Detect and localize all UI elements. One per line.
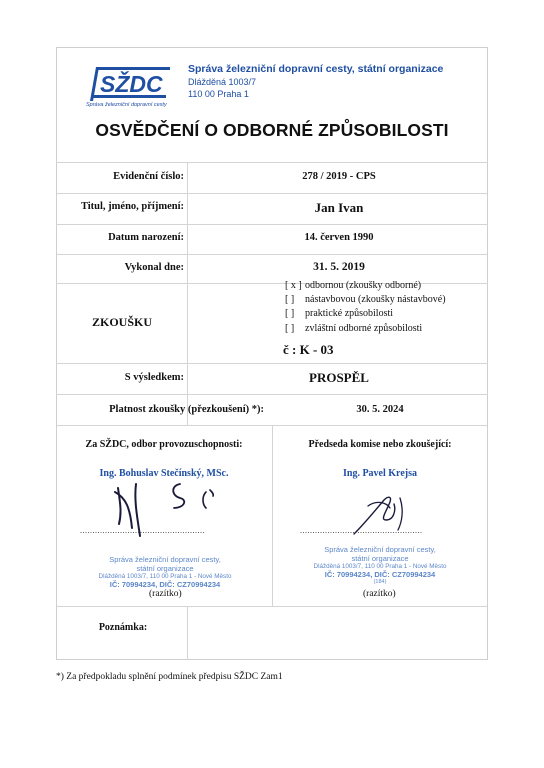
vysledek-value: PROSPĚL	[309, 370, 369, 385]
organization-block	[188, 63, 443, 99]
narozeni-value: 14. červen 1990	[304, 232, 374, 243]
column-divider	[272, 425, 273, 606]
right-stamp-caption: (razítko)	[363, 589, 396, 599]
stamp-line: Dlážděná 1003/7, 110 00 Praha 1 - Nové Město	[98, 573, 232, 580]
stamp-line: státní organizace	[136, 564, 194, 573]
zkousku-label: ZKOUŠKU	[91, 315, 152, 329]
divider	[56, 224, 488, 225]
option-odborna[interactable]	[285, 279, 446, 293]
poznamka-label: Poznámka:	[98, 622, 148, 633]
stamp-line: státní organizace	[351, 554, 409, 563]
divider	[56, 162, 488, 163]
divider	[56, 606, 488, 607]
stamp-line: IČ: 70994234, DIČ: CZ70994234	[109, 580, 221, 589]
option-text: zvláštní odborné způsobilosti	[305, 322, 423, 334]
option-text: odbornou (zkoušky odborné)	[305, 280, 422, 291]
footnote: *) Za předpokladu splnění podmínek předpisu SŽDC Zam1	[56, 672, 283, 682]
divider	[56, 394, 488, 395]
option-text: praktické způsobilosti	[305, 308, 394, 320]
jmeno-label: Titul, jméno, příjmení:	[80, 201, 184, 212]
platnost-label: Platnost zkoušky (přezkoušení) *):	[109, 404, 264, 415]
org-address-1: Dlážděná 1003/7	[188, 77, 257, 87]
stamp-line: Správa železniční dopravní cesty,	[324, 545, 436, 554]
left-stamp-caption: (razítko)	[149, 589, 182, 599]
option-text: nástavbovou (zkoušky nástavbové)	[305, 294, 446, 306]
org-name: Správa železniční dopravní cesty, státní organizace	[188, 63, 444, 75]
left-signature-line: ..................................................	[80, 526, 205, 535]
right-signature-line: .................................................	[300, 526, 423, 535]
divider	[56, 363, 488, 364]
option-nastavbova[interactable]	[285, 293, 446, 307]
option-zvlastni[interactable]	[285, 322, 446, 336]
exam-type-options	[285, 279, 446, 336]
option-checkbox: [ ]	[285, 294, 295, 306]
option-prakticka[interactable]	[285, 307, 446, 321]
stamp-line: Správa železniční dopravní cesty,	[109, 555, 221, 564]
vysledek-label: S výsledkem:	[124, 372, 184, 383]
logo-subtitle: Správa železniční dopravní cesty	[86, 102, 167, 108]
option-checkbox: [ ]	[285, 322, 295, 334]
certificate-number: č : K - 03	[283, 342, 334, 357]
stamp-line: IČ: 70994234, DIČ: CZ70994234	[324, 570, 436, 579]
option-checkbox: [ ]	[285, 308, 295, 320]
left-signature-heading: Za SŽDC, odbor provozuschopnosti:	[85, 439, 243, 450]
stamp-number: (184)	[373, 579, 387, 585]
vykonal-label: Vykonal dne:	[124, 262, 184, 273]
narozeni-label: Datum narození:	[108, 232, 184, 243]
column-divider	[187, 162, 188, 425]
option-checkbox: [ x ]	[285, 280, 302, 291]
divider	[56, 193, 488, 194]
evidencni-label: Evidenční číslo:	[113, 171, 184, 182]
stamp-line: Dlážděná 1003/7, 110 00 Praha 1 - Nové Město	[313, 563, 447, 570]
right-signer-name: Ing. Pavel Krejsa	[343, 468, 417, 479]
right-stamp	[290, 545, 470, 585]
logo-text: SŽDC	[100, 71, 163, 97]
column-divider	[187, 606, 188, 660]
platnost-value: 30. 5. 2024	[356, 404, 404, 415]
left-stamp	[80, 555, 250, 589]
jmeno-value: Jan Ivan	[314, 200, 364, 215]
right-signature-heading: Předseda komise nebo zkoušející:	[308, 439, 452, 450]
divider	[56, 254, 488, 255]
page-title: OSVĚDČENÍ O ODBORNÉ ZPŮSOBILOSTI	[95, 120, 449, 140]
left-signer-name: Ing. Bohuslav Stečínský, MSc.	[99, 468, 229, 479]
org-address-2: 110 00 Praha 1	[188, 89, 249, 99]
vykonal-value: 31. 5. 2019	[313, 261, 365, 273]
evidencni-value: 278 / 2019 - CPS	[302, 171, 376, 182]
